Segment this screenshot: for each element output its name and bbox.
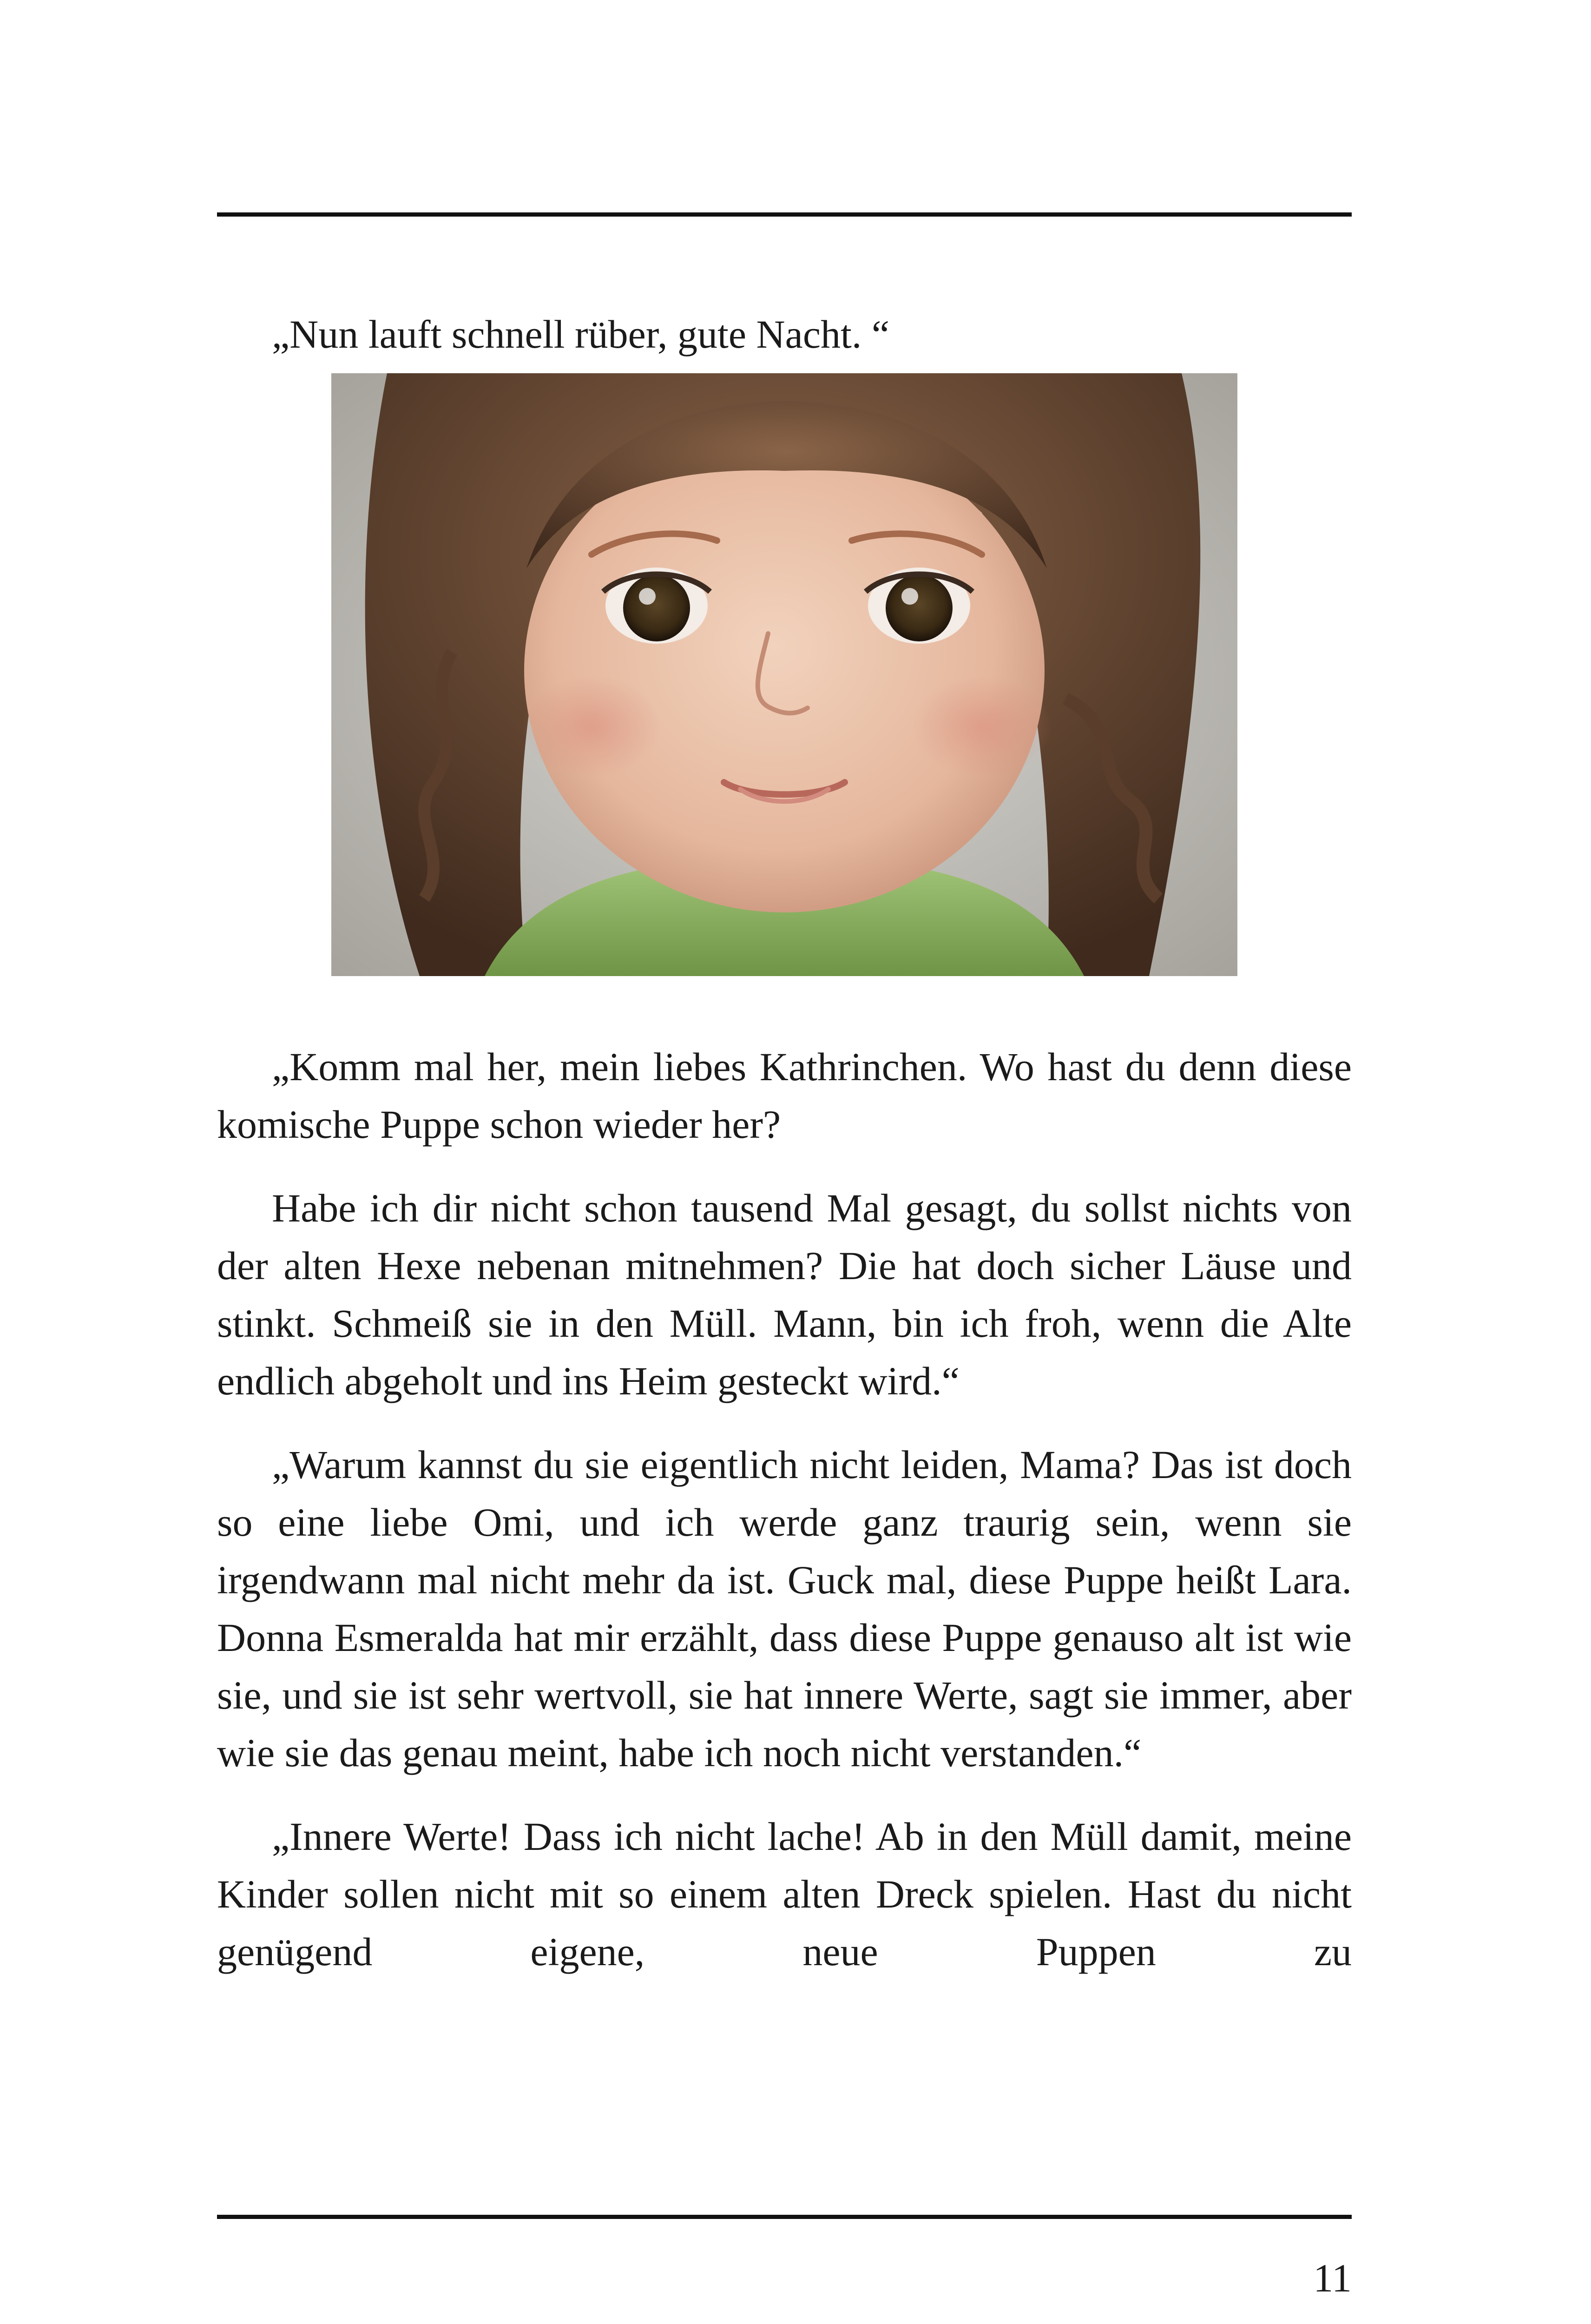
doll-portrait-image (331, 373, 1237, 976)
opening-line: „Nun lauft schnell rüber, gute Nacht. “ (272, 312, 890, 357)
paragraph: Habe ich dir nicht schon tausend Mal gesagt, du sollst nichts von der alten Hexe nebenan mitnehmen? Die hat doch sicher Läuse und stinkt. Schmeiß sie in den Müll. Mann, bin ich froh, wenn die Alte endlich abgeholt und ins Heim gesteckt wird.“ (217, 1186, 1352, 1403)
paragraph: „Innere Werte! Dass ich nicht lache! Ab in den Müll damit, meine Kinder sollen nicht mit so einem alten Dreck spielen. Hast du nicht genügend eigene, neue Puppen zu (217, 1814, 1352, 1974)
story-text (217, 1038, 1352, 1981)
doll-portrait-drawing (331, 373, 1237, 976)
footer-rule (217, 2215, 1352, 2219)
header-rule (217, 212, 1352, 217)
page-number: 11 (1313, 2256, 1352, 2300)
paragraph: „Warum kannst du sie eigentlich nicht leiden, Mama? Das ist doch so eine liebe Omi, und ich werde ganz traurig sein, wenn sie irgendwann mal nicht mehr da ist. Guck mal, diese Puppe heißt Lara. Donna Esmeralda hat mir erzählt, dass diese Puppe genauso alt ist wie sie, und sie ist sehr wertvoll, sie hat innere Werte, sagt sie immer, aber wie sie das genau meint, habe ich noch nicht verstanden.“ (217, 1442, 1352, 1775)
paragraph: „Komm mal her, mein liebes Kathrinchen. Wo hast du denn diese komische Puppe schon wieder her? (217, 1044, 1352, 1147)
